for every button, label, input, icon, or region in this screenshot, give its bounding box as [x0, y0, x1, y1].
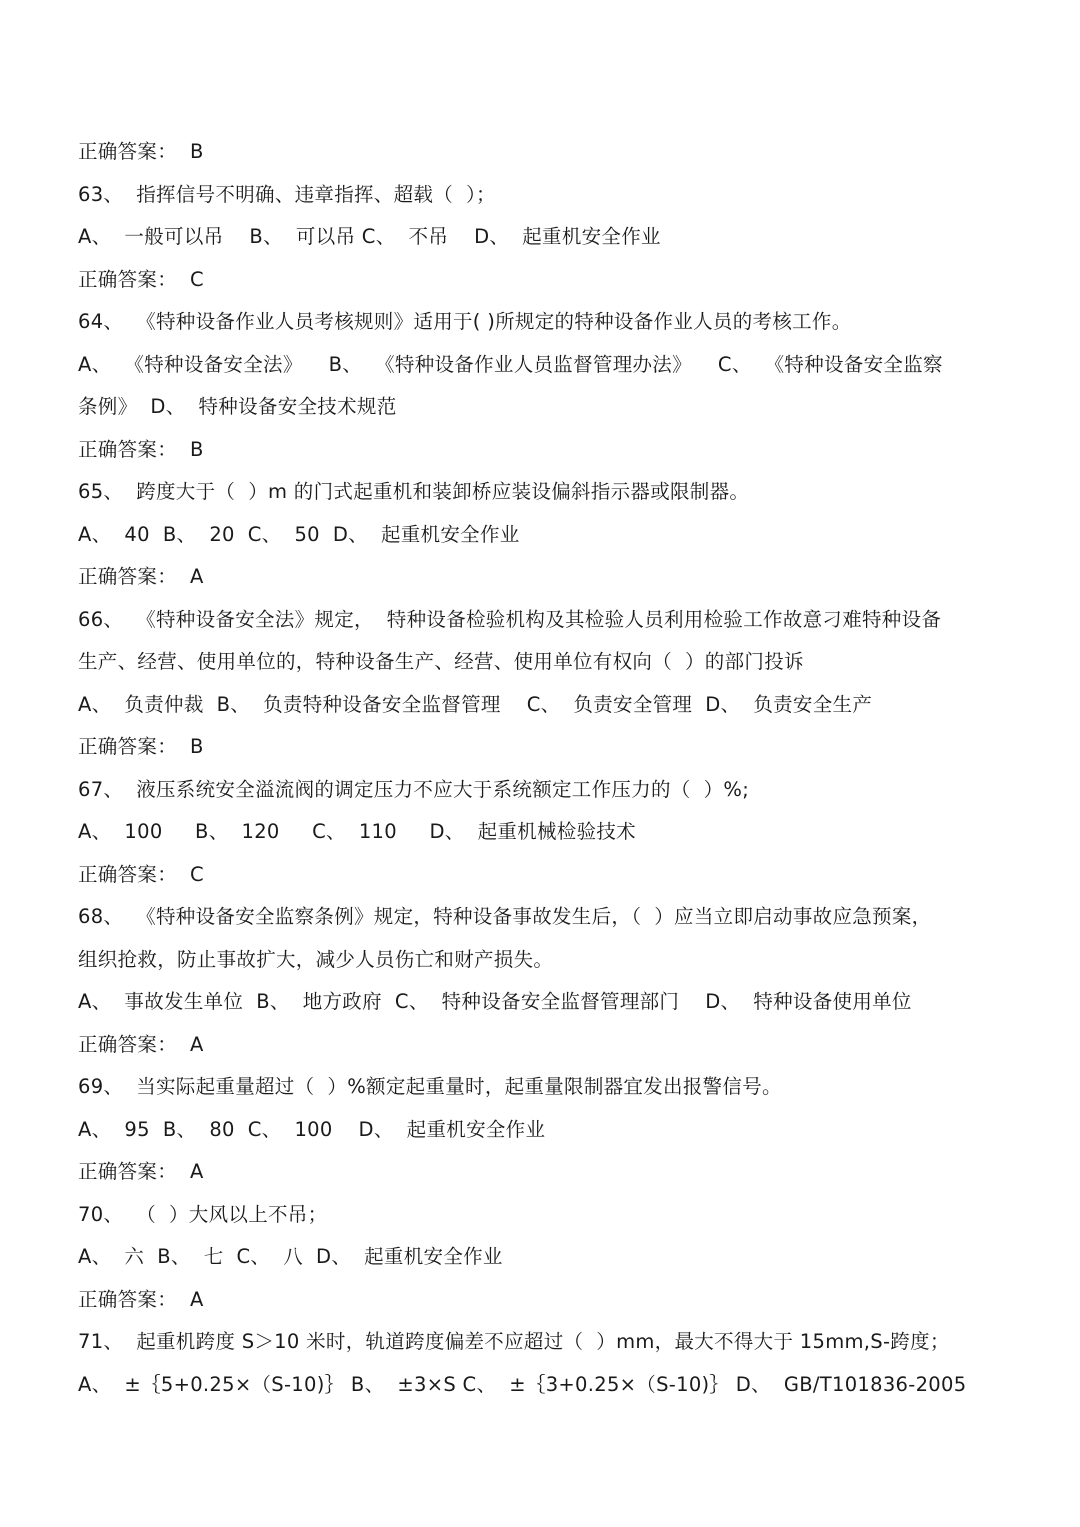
continuation-line: 条例》 D、 特种设备安全技术规范	[78, 395, 397, 418]
options-line: A、 100 B、 120 C、 110 D、 起重机械检验技术	[78, 820, 636, 843]
answer-line: 正确答案： A	[78, 1160, 204, 1183]
continuation-line: 组织抢救，防止事故扩大，减少人员伤亡和财产损失。	[78, 947, 554, 971]
answer-line: 正确答案： A	[78, 1032, 204, 1056]
options-line: A、 ±｛5+0.25×（S-10)｝ B、 ±3×S C、 ±｛3+0.25×（S-10)｝ D、 GB/T101836-2005	[78, 1372, 967, 1396]
continuation-line: 生产、经营、使用单位的，特种设备生产、经营、使用单位有权向（ ）的部门投诉	[78, 650, 804, 673]
question-line: 64、 《特种设备作业人员考核规则》适用于( )所规定的特种设备作业人员的考核工作。	[78, 310, 852, 333]
options-line: A、 一般可以吊 B、 可以吊 C、 不吊 D、 起重机安全作业	[78, 225, 661, 248]
answer-line: 正确答案： B	[78, 735, 204, 758]
answer-line: 正确答案： A	[78, 1287, 204, 1311]
answer-line: 正确答案： C	[78, 267, 204, 291]
question-line: 65、 跨度大于（ ）m 的门式起重机和装卸桥应装设偏斜指示器或限制器。	[78, 480, 750, 503]
question-line: 70、 （ ）大风以上不吊；	[78, 1202, 328, 1226]
options-line: A、 95 B、 80 C、 100 D、 起重机安全作业	[78, 1117, 546, 1141]
question-line: 67、 液压系统安全溢流阀的调定压力不应大于系统额定工作压力的（ ）%;	[78, 777, 750, 801]
answer-line: 正确答案： A	[78, 565, 204, 588]
question-line: 71、 起重机跨度 S＞10 米时，轨道跨度偏差不应超过（ ）mm，最大不得大于 15mm,S-跨度；	[78, 1330, 950, 1353]
answer-line: 正确答案： B	[78, 140, 204, 163]
options-line: A、 《特种设备安全法》 B、 《特种设备作业人员监督管理办法》 C、 《特种设备安全监察	[78, 352, 943, 376]
answer-line: 正确答案： C	[78, 862, 204, 886]
options-line: A、 负责仲裁 B、 负责特种设备安全监督管理 C、 负责安全管理 D、 负责安全生产	[78, 692, 873, 716]
options-line: A、 40 B、 20 C、 50 D、 起重机安全作业	[78, 522, 520, 546]
question-line: 63、 指挥信号不明确、违章指挥、超载（ ）；	[78, 182, 496, 206]
answer-line: 正确答案： B	[78, 437, 204, 461]
question-line: 69、 当实际起重量超过（ ）%额定起重量时，起重量限制器宜发出报警信号。	[78, 1075, 782, 1098]
options-line: A、 事故发生单位 B、 地方政府 C、 特种设备安全监督管理部门 D、 特种设备使用单位	[78, 990, 912, 1013]
question-line: 68、 《特种设备安全监察条例》规定，特种设备事故发生后，（ ）应当立即启动事故应急预案，	[78, 905, 932, 928]
options-line: A、 六 B、 七 C、 八 D、 起重机安全作业	[78, 1245, 503, 1268]
question-line: 66、 《特种设备安全法》规定， 特种设备检验机构及其检验人员利用检验工作故意刁难特种设备	[78, 607, 942, 631]
